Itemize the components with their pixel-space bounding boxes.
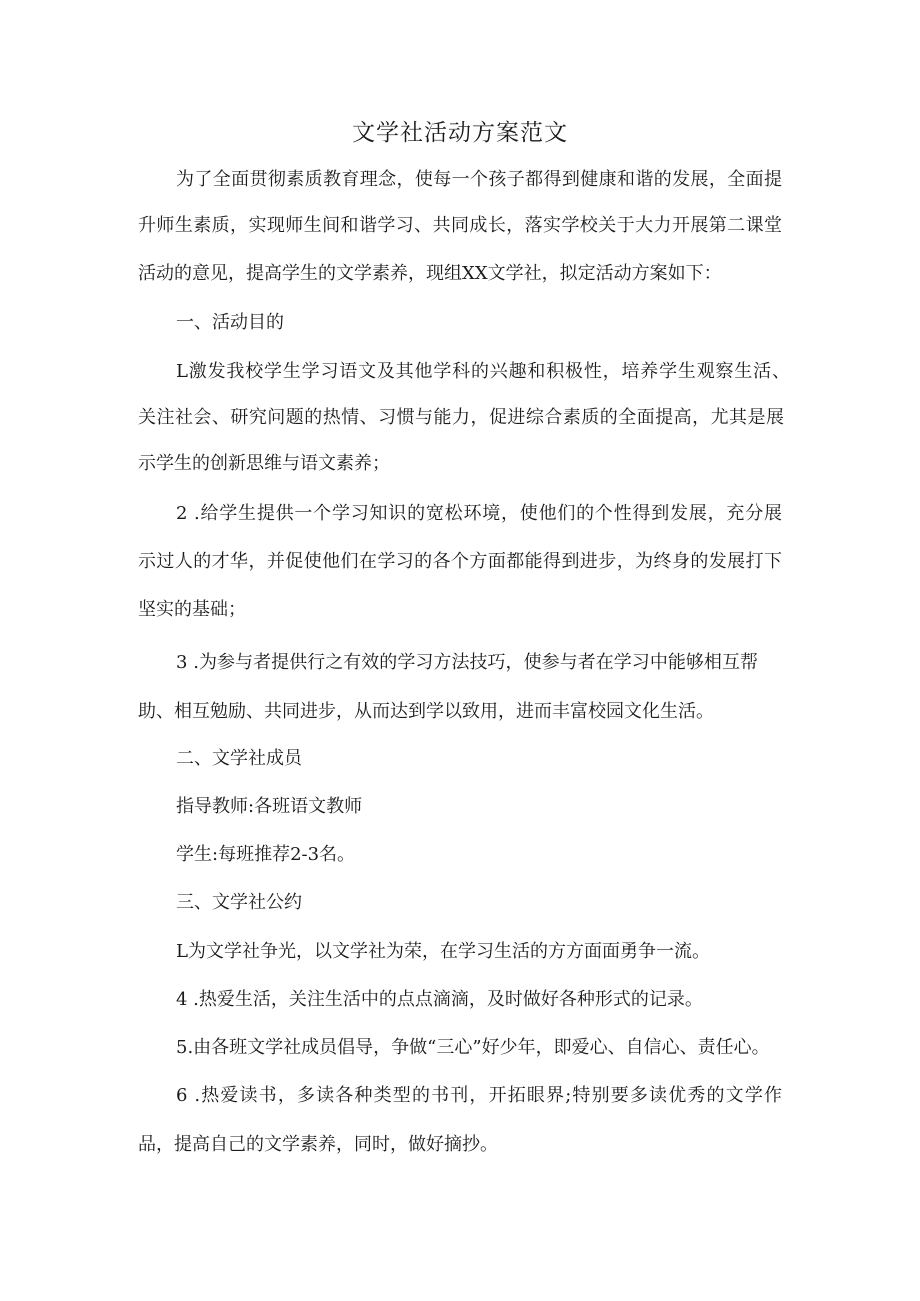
- document-title: 文学社活动方案范文: [352, 120, 568, 146]
- paragraph-line: 助、相互勉励、共同进步，从而达到学以致用，进而丰富校园文化生活。: [138, 701, 714, 722]
- section-heading: 三、文学社公约: [176, 892, 302, 913]
- paragraph-line: 2 .给学生提供一个学习知识的宽松环境，使他们的个性得到发展，充分展: [176, 503, 782, 524]
- paragraph-line: 为了全面贯彻素质教育理念，使每一个孩子都得到健康和谐的发展，全面提: [176, 169, 782, 190]
- paragraph-line: 4 .热爱生活，关注生活中的点点滴滴，及时做好各种形式的记录。: [176, 989, 703, 1010]
- paragraph-line: 示过人的才华，并促使他们在学习的各个方面都能得到进步，为终身的发展打下: [138, 551, 782, 572]
- paragraph-line: 6 .热爱读书，多读各种类型的书刊，开拓眼界;特别要多读优秀的文学作: [176, 1085, 782, 1106]
- paragraph-line: 示学生的创新思维与语文素养；: [138, 453, 390, 474]
- paragraph-line: L激发我校学生学习语文及其他学科的兴趣和积极性，培养学生观察生活、: [176, 361, 790, 382]
- paragraph-line: 5.由各班文学社成员倡导，争做“三心”好少年，即爱心、自信心、责任心。: [176, 1037, 770, 1058]
- section-heading: 二、文学社成员: [176, 748, 302, 769]
- paragraph-line: 学生:每班推荐2-3名。: [176, 844, 356, 865]
- paragraph-line: 品，提高自己的文学素养，同时，做好摘抄。: [138, 1134, 498, 1155]
- paragraph-line: 升师生素质，实现师生间和谐学习、共同成长，落实学校关于大力开展第二课堂: [138, 215, 782, 236]
- paragraph-line: 关注社会、研究问题的热情、习惯与能力，促进综合素质的全面提高，尤其是展: [138, 407, 784, 428]
- paragraph-line: 指导教师:各班语文教师: [176, 796, 363, 817]
- paragraph-line: 3 .为参与者提供行之有效的学习方法技巧，使参与者在学习中能够相互帮: [176, 652, 758, 673]
- paragraph-line: L为文学社争光，以文学社为荣，在学习生活的方方面面勇争一流。: [176, 941, 710, 962]
- paragraph-line: 活动的意见，提高学生的文学素养，现组XX文学社，拟定活动方案如下：: [138, 263, 722, 284]
- section-heading: 一、活动目的: [176, 312, 284, 333]
- paragraph-line: 坚实的基础；: [138, 599, 246, 620]
